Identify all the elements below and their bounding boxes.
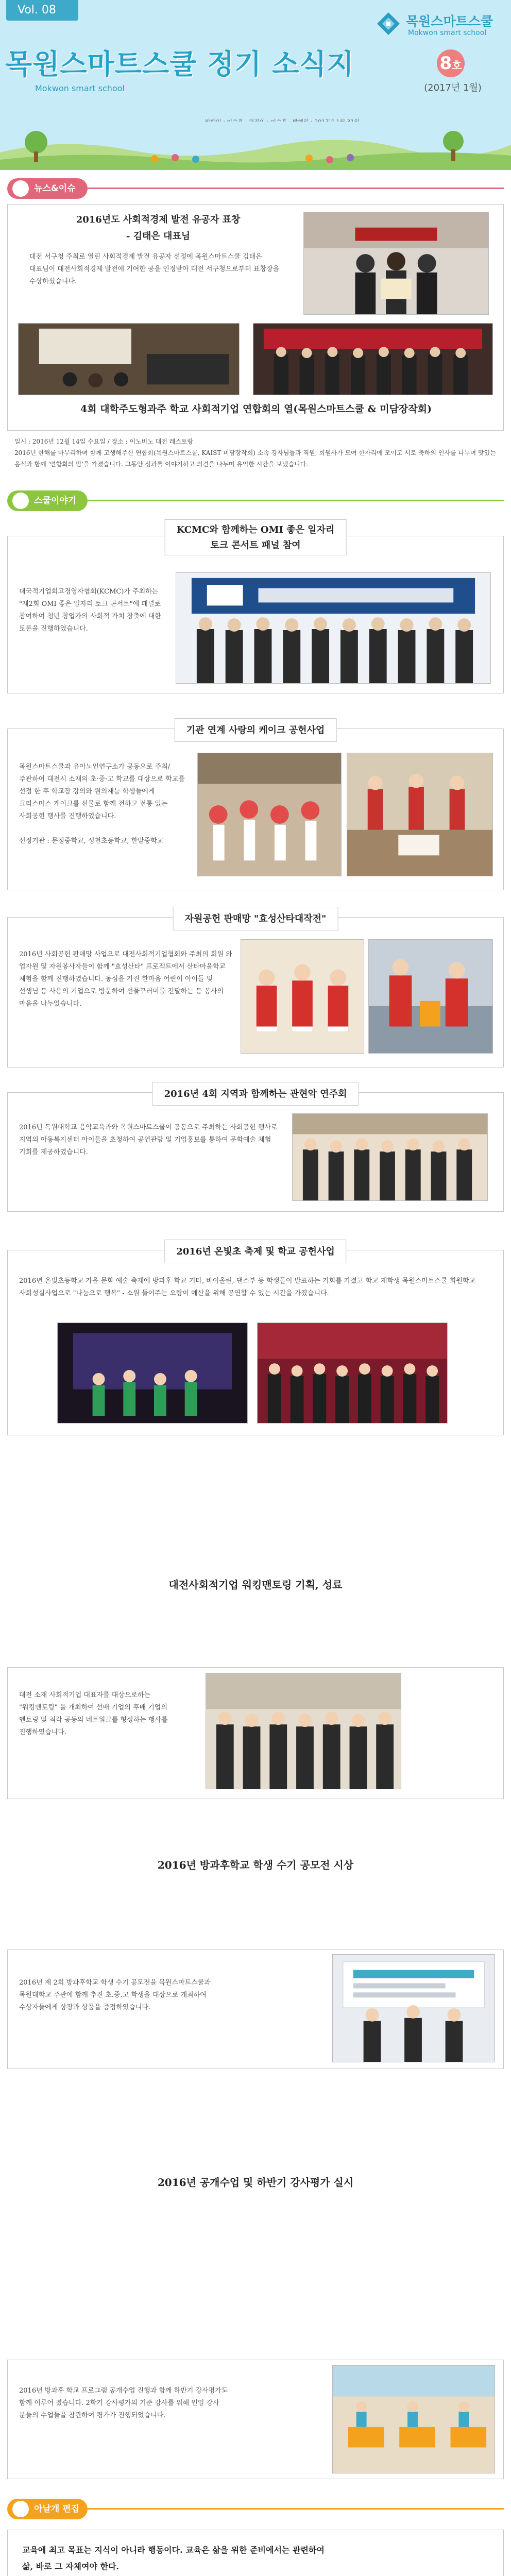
issue-date: (2017년 1월) (424, 82, 482, 93)
forum-photo-right (253, 323, 493, 395)
story-text: 2016년 제 2회 방과후학교 학생 수기 공모전을 목원스마트스쿨과 목원대학교 주관에 함께 추진 초.중.고 학생을 대상으로 개최하여 수상자들에게 상장과 상품을 증정하였습니다. (19, 1979, 211, 2011)
story-card-santa (7, 917, 504, 1067)
story-card-festival (7, 1250, 504, 1435)
story-title-mentoring: 대전사회적기업 워킹맨토링 기획, 성료 (168, 1579, 343, 1591)
section-tag-editor: 아날개 편집 (7, 2499, 88, 2519)
story-title-openclass: 2016년 공개수업 및 하반기 강사평가 실시 (157, 2176, 354, 2189)
forum-photo-left (18, 323, 240, 395)
school-logo (375, 8, 499, 41)
quote-card (7, 2530, 504, 2576)
story-text: 2016년 독원대학교 음악교육과와 목원스마트스쿨이 공동으로 주최하는 사회공헌 행사로 지역의 아동복지센터 아이들을 초청하여 공연관람 및 기업홍보를 통하여 문화예술 체험 기회를 제공하였습니다. (19, 1124, 278, 1156)
story-title-kcmc: KCMC와 함께하는 OMI 좋은 일자리 토크 콘서트 패널 참여 (165, 519, 347, 555)
story-text: 목원스마트스쿨과 유아노인연구소가 공동으로 주최/주관하여 대전시 소재의 초·중·고 학교를 대상으로 학교를 선정 한 후 학교장 강의와 원의재능 학생들에게 크리스마스 케이크를 선물로 함께 전하고 전통 있는 사회공헌 행사를 진행하였습니다. 선정기관 : 문정중학교, 성천초등학교, 한밭중학교 (19, 763, 185, 845)
header-illustration (0, 122, 511, 170)
story-card-cake (7, 728, 504, 890)
story-title-contest: 2016년 방과후학교 학생 수기 공모전 시상 (157, 1859, 354, 1871)
story-photo (332, 1954, 495, 2062)
section-divider (88, 500, 504, 501)
story-photo-2 (347, 753, 493, 876)
story-card-openclass (7, 2360, 504, 2479)
story-photo (206, 1673, 401, 1789)
school-logo-icon (375, 10, 402, 37)
school-tag-icon (12, 493, 29, 509)
story-text: 대전 소재 사회적기업 대표자를 대상으로하는 "워킹맨토링" 을 개최하여 선배 기업의 후배 기업의 멘토링 및 최각 공동의 네트워크를 형성하는 행사를 진행하였습니다. (19, 1691, 168, 1736)
section-divider (88, 2508, 504, 2510)
news-tag-icon (12, 180, 29, 197)
story-photo-1 (57, 1323, 248, 1423)
story-card-mentoring (7, 1667, 504, 1799)
quote-line-1: 교육에 최고 목표는 지식이 아니라 행동이다. 교육은 삶을 위한 준비에서는 관련하여 (22, 2545, 325, 2555)
quote-line-2: 삶, 바로 그 자체여야 한다. (22, 2562, 119, 2571)
story-title-concert: 2016년 4회 지역과 함께하는 관현악 연주회 (152, 1082, 359, 1106)
story-card-concert (7, 1092, 504, 1212)
award-text: 대전 서구청 주최로 열린 사회적경제 발전 유공자 선정에 목원스마트스쿨 김태은 대표님이 대전사회적경제 발전에 기여한 공을 인정받아 대전 서구청으로부터 표창장을 수상하셨습니다. (29, 253, 280, 285)
award-title: 2016년도 사회적경제 발전 유공자 표창 - 김태은 대표님 (76, 214, 241, 242)
story-text: 2016년 온빛초등학교 가을 문화 예술 축제에 방과후 학교 기타, 바이올린, 댄스부 등 학생들이 발표하는 기회를 가졌고 학교 재학생 목원스마트스쿨 회원학교 사회성실사업으로 "나눔으로 행복" - 소원 들어주는 오랑이 예산을 위해 공연할 수 있는 시간을 가졌습니다. (19, 1277, 475, 1297)
issue-badge (414, 49, 502, 93)
story-text: 2016년 방과후 학교 프로그램 공개수업 진행과 함께 하반기 강사평가도 함께 이루어 졌습니다. 2학기 강사평가의 기준 강사를 위해 인일 강사 분들의 수업들을 참관하여 평가가 진행되었습니다. (19, 2387, 228, 2419)
logo-korean: 목원스마트스쿨 (406, 14, 493, 29)
newsletter-header (0, 0, 511, 170)
story-title-cake: 기관 연계 사랑의 케이크 공헌사업 (175, 718, 337, 742)
story-photo-2 (368, 939, 493, 1054)
story-title-festival: 2016년 온빛초 축제 및 학교 공헌사업 (164, 1240, 346, 1263)
logo-english: Mokwon smart school (408, 29, 487, 37)
forum-caption: 4회 대학주도형과주 학교 사회적기업 연합회의 열(목원스마트스쿨 & 미담장작회) (80, 403, 432, 415)
award-photo (303, 212, 489, 315)
story-photo (292, 1113, 488, 1201)
title-sub-logo: Mokwon smart school (35, 83, 125, 93)
story-text: 2016년 사회공헌 판매망 사업으로 대전사회적기업협회와 주최의 회원 와 업자원 및 자원봉사자들이 함께 "효성산타" 프로젝트에서 산타마을학교 체험을 함께 진행하였습니다. 동심을 가진 한마음 어린이 아이들 및 선생님 등 사용의 기업으로 방문하여 선물꾸러미를 전달하는 등 봉사의 마음을 나누었습니다. (19, 951, 232, 1008)
section-divider (88, 188, 504, 189)
editor-tag-icon (12, 2501, 29, 2517)
story-card-contest (7, 1950, 504, 2069)
story-photo-2 (257, 1323, 448, 1423)
story-text: 대국적기업회고경영자협회(KCMC)가 주최하는 "제2회 OMI 좋은 일자리 토크 콘서트"에 패널로 참여하여 청년 창업가의 사회적 가치 창출에 대한 토론을 진행하였습니다. (19, 588, 161, 633)
section-tag-news: 뉴스&이슈 (7, 178, 88, 199)
story-photo (332, 2365, 495, 2473)
volume-tab: Vol. 08 (6, 0, 78, 21)
story-photo (176, 572, 491, 684)
story-title-santa: 자원공헌 판매망 "효성산타대작전" (173, 907, 338, 930)
newsletter-title: 목원스마트스쿨 정기 소식지 (5, 48, 354, 80)
story-card-kcmc (7, 536, 504, 693)
issue-number: 8호 (437, 49, 465, 77)
award-card (7, 204, 504, 431)
story-photo-1 (197, 753, 342, 876)
section-tag-school: 스쿨이야기 (7, 490, 88, 511)
story-photo-1 (241, 939, 364, 1054)
forum-text: 일시 : 2016년 12월 14일 수요일 / 장소 : 이노비노 대전 레스토랑 2016년 한해를 마무리하며 함께 고생해주신 연합회(목원스마트스쿨, KAIST 미담장작회) 소속 강사님들과 직원, 회원사가 모여 한자리에 모이고 서로 축하의 인사를 나누며 맛있는 음식과 함께 '연합회의 밤'을 가졌습니다. 그동안 성과를 이야기하고 의견을 나누며 유익한 시간을 보냈습니다. (14, 438, 496, 468)
